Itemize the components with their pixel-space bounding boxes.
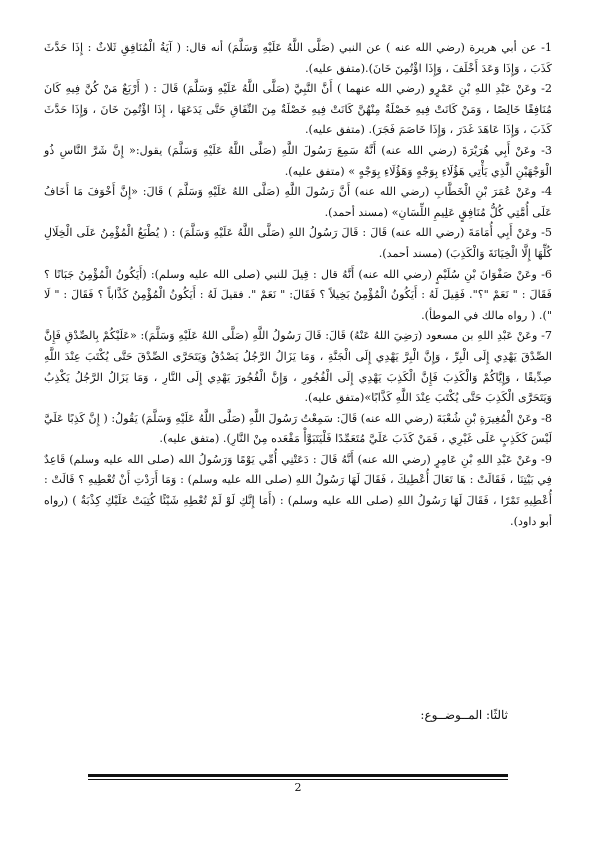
footer-divider-thin: [88, 779, 508, 780]
hadith-paragraph-3: 3- وعَنْ أَبِي هُرَيْرَةَ (رضي الله عنه) أَنَّهُ سَمِعَ رَسُولَ اللَّهِ (صَلَّى اللَّهُ عَلَيْهِ وَسَلَّمَ) يقول:« إِنَّ شَرَّ النَّاسِ ذُو الْوَجْهَيْنِ الَّذِي يَأْتِي هَؤُلَاءِ بِوَجْهٍ وَهَؤُلَاءِ بِوَجْهٍ » (متفق عليه).: [44, 143, 552, 178]
hadith-paragraph-9: 9- وعَنْ عَبْدِ اللهِ بْنِ عَامِرٍ (رضي الله عنه) أَنَّهُ قَالَ : دَعَتْنِي أُمِّي يَوْمًا وَرَسُولُ الله (صلى الله عليه وسلم) قَاعِدٌ فِي بَيْتِنَا ، فَقَالَتْ : هَا تَعَالَ أُعْطِيكَ ، فَقَالَ لَهَا رَسُولُ اللهِ (صلى الله عليه وسلم) : وَمَا أَرَدْتِ أَنْ تُعْطِيهِ ؟ قَالَتْ : أُعْطِيهِ تَمْرًا ، فَقَالَ لَهَا رَسُولُ اللهِ (صلى الله عليه وسلم) : (أَمَا إِنَّكِ لَوْ لَمْ تُعْطِهِ شَيْئًا كُتِبَتْ عَلَيْكِ كِذْبَةٌ ) (رواه أبو داود).: [44, 452, 552, 528]
page-number: 2: [294, 781, 302, 794]
hadith-paragraph-8: 8- وعَنْ الْمُغِيرَةِ بْنِ شُعْبَةَ (رضي الله عنه) قَالَ: سَمِعْتُ رَسُولَ اللَّهِ (صَلَّى اللَّهُ عَلَيْهِ وَسَلَّمَ) يَقُولُ: ( إِنَّ كَذِبًا عَلَيَّ لَيْسَ كَكَذِبٍ عَلَى غَيْرِي ، فَمَنْ كَذَبَ عَلَيَّ مُتَعَمِّدًا فَلْيَتَبَوَّأْ مَقْعَده مِنْ النَّارِ). (متفق عليه).: [44, 411, 552, 446]
hadith-paragraph-7: 7- وعَنْ عَبْدِ اللهِ بن مسعود (رَضِيَ اللهُ عَنْهُ) قَالَ: قَالَ رَسُولُ اللَّهِ (صَلَّى اللهُ عَلَيْهِ وَسَلَّمَ): «عَلَيْكُمْ بِالصِّدْقِ فَإِنَّ الصِّدْقَ يَهْدِي إِلَى الْبِرِّ ، وَإِنَّ الْبِرَّ يَهْدِي إِلَى الْجَنَّةِ ، وَمَا يَزَالُ الرَّجُلُ يَصْدُقُ وَيَتَحَرَّى الصِّدْقَ حَتَّى يُكْتَبَ عِنْدَ اللَّهِ صِدِّيقًا ، وَإِيَّاكُمْ وَالْكَذِبَ فَإِنَّ الْكَذِبَ يَهْدِي إِلَى الْفُجُورِ ، وَإِنَّ الْفُجُورَ يَهْدِي إِلَى النَّارِ ، وَمَا يَزَالُ الرَّجُلُ يَكْذِبُ وَيَتَحَرَّى الْكَذِبَ حَتَّى يُكْتَبَ عِنْدَ اللَّهِ كَذَّابًا»(متفق عليه).: [44, 329, 552, 405]
hadith-paragraph-4: 4- وعَنْ عُمَرَ بْنِ الْخَطَّابِ (رضي الله عنه) أَنَّ رَسُولَ اللَّهِ (صَلَّى اللهُ عَلَيْهِ وَسَلَّمَ ) قَالَ: «إِنَّ أَخْوَفَ مَا أَخَافُ عَلَى أُمَّتِي كُلُّ مُنَافِقٍ عَلِيمِ اللِّسَانِ» (مسند أحمد).: [44, 185, 552, 219]
section-heading: ثالثًا: المــوضــوع:: [420, 708, 508, 722]
hadith-paragraph-1: 1- عن أبي هريرة (رضي الله عنه ) عن النبي (صَلَّى اللَّهُ عَلَيْهِ وَسَلَّمَ) أنه قال: ( آيَةُ الْمُنَافِقِ ثَلاثٌ : إِذَا حَدَّثَ كَذَبَ ، وَإِذَا وَعَدَ أَخْلَفَ ، وَإِذَا اؤْتُمِنَ خَانَ).(متفق عليه).: [44, 41, 552, 75]
hadith-paragraph-6: 6- وعَنْ صَفْوَانَ بْنِ سُلَيْمٍ (رضي الله عنه) أَنَّهُ قال : قِيلَ للنبي (صلى الله عليه وسلم): (أَيَكُونُ الْمُؤْمِنُ جَبَانًا ؟ فَقَالَ : " نَعَمْ "؟". فَقِيلَ لَهُ : أَيَكُونُ الْمُؤْمِنُ بَخِيلاً ؟ فَقَالَ: " نَعَمْ ". فقيلَ لَهُ : أَيَكُونُ الْمُؤْمِنُ كَذَّاباً ؟ فَقَالَ : " لَا "). ( رواه مالك في الموطأ).: [44, 267, 552, 322]
hadith-paragraph-5: 5- وعَنْ أَبِي أُمَامَةَ (رضي الله عنه) قَالَ : قَالَ رَسُولُ اللهِ (صَلَّى اللَّهُ عَلَيْهِ وَسَلَّمَ) : ( يُطْبَعُ الْمُؤْمِنُ عَلَى الْخِلَالِ كُلِّهَا إِلَّا الْخِيَانَةَ وَالْكَذِبَ) (مسند أحمد).: [44, 226, 552, 260]
hadith-paragraph-2: 2- وعَنْ عَبْدِ اللهِ بْنِ عَمْرٍو (رضي الله عنهما ) أَنَّ النَّبِيَّ (صَلَّى اللَّهُ عَلَيْهِ وَسَلَّمَ) قَالَ : ( أَرْبَعٌ مَنْ كُنَّ فِيهِ كَانَ مُنَافِقًا خَالِصًا ، وَمَنْ كَانَتْ فِيهِ خَصْلَةٌ مِنْهُنَّ كَانَتْ فِيهِ خَصْلَةٌ مِنَ النِّفَاقِ حَتَّى يَدَعَهَا ، إِذَا اؤْتُمِنَ خَانَ ، وَإِذَا حَدَّثَ كَذَبَ ، وَإِذَا عَاهَدَ غَدَرَ ، وَإِذَا خَاصَمَ فَجَرَ). (متفق عليه).: [44, 82, 552, 137]
footer-divider-thick: [88, 774, 508, 777]
hadith-list: [44, 38, 552, 532]
